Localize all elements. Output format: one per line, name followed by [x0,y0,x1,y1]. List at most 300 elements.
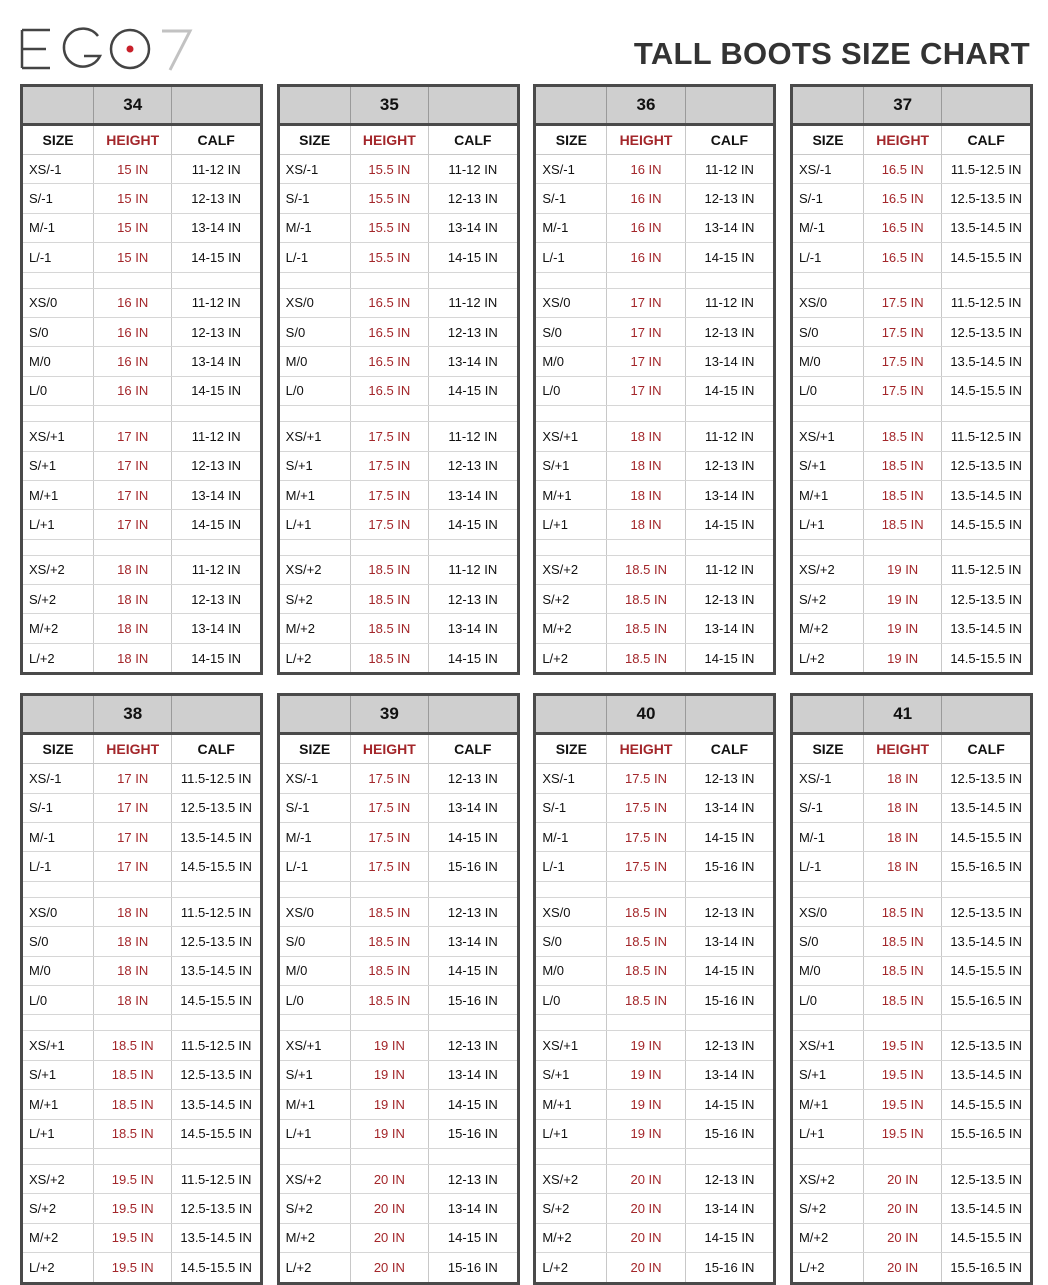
size-cell: XS/+1 [793,422,864,450]
table-row [536,556,773,585]
panel-shoe-size: 36 [607,87,685,123]
height-cell: 18.5 IN [607,556,685,584]
calf-cell: 12-13 IN [191,458,242,474]
column-headers [280,126,517,155]
calf-cell: 13-14 IN [704,621,755,637]
height-cell: 17 IN [94,852,172,880]
height-cell: 20 IN [864,1224,942,1252]
calf-cell: 11-12 IN [448,428,498,444]
height-cell: 18.5 IN [351,957,429,985]
table-row [23,986,260,1015]
size-cell: S/+2 [280,1194,351,1222]
size-cell: S/-1 [23,794,94,822]
calf-cell: 15-16 IN [447,1259,498,1275]
panel-row [20,693,1033,1284]
size-group [793,1031,1030,1149]
calf-cell: 11-12 IN [448,562,498,578]
size-group [23,556,260,673]
size-cell: XS/0 [280,289,351,317]
size-cell: M/0 [793,347,864,375]
size-cell: S/+2 [23,585,94,613]
height-cell: 19 IN [351,1061,429,1089]
panel-header [23,696,260,735]
size-cell: S/+1 [793,1061,864,1089]
calf-cell: 12.5-13.5 IN [950,904,1022,920]
size-group [793,898,1030,1016]
table-row [280,1224,517,1253]
table-row [536,1090,773,1119]
table-row [536,214,773,243]
calf-cell: 14.5-15.5 IN [950,829,1022,845]
table-row [280,1090,517,1119]
table-row [280,585,517,614]
calf-cell: 11-12 IN [191,295,241,311]
size-cell: XS/+2 [280,1165,351,1193]
height-cell: 17 IN [94,422,172,450]
table-row [536,1165,773,1194]
table-row [23,794,260,823]
height-cell: 20 IN [351,1224,429,1252]
height-cell: 18.5 IN [607,585,685,613]
calf-cell: 14.5-15.5 IN [950,383,1022,399]
size-cell: L/+1 [280,1120,351,1148]
size-cell: M/-1 [793,823,864,851]
calf-cell: 13.5-14.5 IN [950,220,1022,236]
height-cell: 16.5 IN [351,347,429,375]
panel-header-blank [23,696,94,732]
size-cell: L/0 [536,986,607,1014]
table-row [793,155,1030,184]
height-cell: 19 IN [607,1031,685,1059]
calf-cell: 13.5-14.5 IN [950,1067,1022,1083]
size-cell: M/+2 [23,614,94,642]
height-cell: 18.5 IN [607,986,685,1014]
table-row [536,1031,773,1060]
size-cell: S/+1 [536,1061,607,1089]
calf-cell: 13-14 IN [191,621,242,637]
size-cell: L/0 [280,986,351,1014]
calf-cell: 12.5-13.5 IN [950,1038,1022,1054]
table-row [280,1061,517,1090]
height-cell: 17.5 IN [607,794,685,822]
calf-cell: 13-14 IN [704,1067,755,1083]
height-cell: 17.5 IN [351,852,429,880]
size-cell: M/-1 [536,823,607,851]
height-cell: 18.5 IN [351,614,429,642]
panel-header-blank [942,87,1030,123]
size-group [280,1031,517,1149]
height-cell: 19.5 IN [94,1253,172,1281]
table-row [23,377,260,406]
calf-cell: 12-13 IN [447,591,498,607]
table-row [23,764,260,793]
calf-cell: 15-16 IN [704,859,755,875]
calf-cell: 13.5-14.5 IN [950,354,1022,370]
size-cell: M/0 [23,347,94,375]
size-group [536,289,773,407]
table-row [793,1194,1030,1223]
table-row [23,852,260,881]
size-group [793,289,1030,407]
height-cell: 18 IN [94,644,172,672]
table-row [536,1061,773,1090]
col-header-calf: CALF [454,132,492,148]
table-row [536,794,773,823]
size-cell: L/-1 [23,852,94,880]
table-row [23,585,260,614]
calf-cell: 15-16 IN [704,992,755,1008]
col-header-size: SIZE [280,126,351,154]
col-header-height: HEIGHT [94,735,172,763]
size-cell: XS/+1 [793,1031,864,1059]
panel-header-blank [942,696,1030,732]
group-separator [280,1015,517,1031]
table-row [536,823,773,852]
calf-cell: 13-14 IN [447,487,498,503]
calf-cell: 11.5-12.5 IN [180,770,252,786]
height-cell: 17 IN [94,764,172,792]
height-cell: 17.5 IN [351,764,429,792]
size-cell: M/0 [23,957,94,985]
height-cell: 18.5 IN [351,644,429,672]
calf-cell: 14-15 IN [447,1230,498,1246]
size-cell: XS/+2 [793,1165,864,1193]
calf-cell: 11-12 IN [191,562,241,578]
calf-cell: 13.5-14.5 IN [950,621,1022,637]
calf-cell: 11.5-12.5 IN [180,1038,252,1054]
size-group [536,764,773,882]
col-header-size: SIZE [23,126,94,154]
height-cell: 19 IN [351,1120,429,1148]
calf-cell: 11.5-12.5 IN [950,161,1022,177]
size-cell: L/-1 [536,852,607,880]
table-row [793,644,1030,672]
size-cell: S/0 [793,318,864,346]
size-cell: M/0 [280,957,351,985]
col-header-calf: CALF [710,132,749,148]
calf-cell: 12.5-13.5 IN [950,1171,1022,1187]
group-separator [280,540,517,556]
height-cell: 18 IN [864,794,942,822]
height-cell: 17.5 IN [351,422,429,450]
height-cell: 16 IN [94,289,172,317]
panel-header [536,87,773,126]
size-cell: XS/0 [536,289,607,317]
height-cell: 18 IN [607,422,685,450]
height-cell: 18.5 IN [864,452,942,480]
table-row [23,214,260,243]
height-cell: 18 IN [94,614,172,642]
size-cell: M/+1 [23,481,94,509]
size-cell: XS/+1 [280,422,351,450]
group-separator [536,540,773,556]
size-cell: L/+1 [23,510,94,538]
size-cell: M/+2 [280,1224,351,1252]
table-row [793,1090,1030,1119]
size-cell: M/0 [793,957,864,985]
table-row [793,1031,1030,1060]
size-cell: XS/0 [793,898,864,926]
height-cell: 18.5 IN [607,898,685,926]
table-row [280,155,517,184]
table-row [793,289,1030,318]
calf-cell: 13-14 IN [191,487,242,503]
height-cell: 19 IN [607,1090,685,1118]
height-cell: 15.5 IN [351,214,429,242]
calf-cell: 13.5-14.5 IN [180,1096,252,1112]
height-cell: 17.5 IN [351,510,429,538]
calf-cell: 14-15 IN [704,1096,755,1112]
table-row [280,927,517,956]
table-row [280,794,517,823]
height-cell: 18.5 IN [94,1120,172,1148]
table-row [23,927,260,956]
height-cell: 15 IN [94,243,172,271]
table-row [23,184,260,213]
calf-cell: 12-13 IN [447,1171,498,1187]
calf-cell: 13-14 IN [191,354,242,370]
table-row [280,184,517,213]
size-cell: XS/-1 [793,764,864,792]
col-header-calf: CALF [454,741,492,758]
table-row [536,898,773,927]
group-separator [23,406,260,422]
calf-cell: 13-14 IN [447,800,498,816]
brand-logo [20,26,195,72]
table-row [536,1253,773,1281]
panel-header-blank [280,87,351,123]
size-cell: M/+1 [280,481,351,509]
size-cell: L/+2 [280,644,351,672]
height-cell: 18.5 IN [351,927,429,955]
size-cell: L/-1 [536,243,607,271]
table-row [23,155,260,184]
size-cell: L/+1 [793,510,864,538]
col-header-size: SIZE [793,126,864,154]
panel-header [793,696,1030,735]
panel-shoe-size: 37 [864,87,942,123]
height-cell: 20 IN [351,1194,429,1222]
column-headers [793,735,1030,764]
table-row [793,1165,1030,1194]
height-cell: 18.5 IN [607,927,685,955]
height-cell: 16.5 IN [864,155,942,183]
calf-cell: 12-13 IN [191,191,242,207]
size-cell: XS/+1 [23,1031,94,1059]
size-cell: L/-1 [793,243,864,271]
group-separator [793,540,1030,556]
calf-cell: 11-12 IN [705,562,754,578]
table-row [793,957,1030,986]
calf-cell: 14-15 IN [447,650,498,666]
height-cell: 19.5 IN [94,1224,172,1252]
size-panel-41 [790,693,1033,1284]
col-header-size: SIZE [536,126,607,154]
size-cell: S/0 [536,927,607,955]
size-cell: M/+1 [23,1090,94,1118]
calf-cell: 14-15 IN [704,650,755,666]
size-cell: S/+1 [793,452,864,480]
size-cell: L/+2 [280,1253,351,1281]
table-row [536,243,773,272]
calf-cell: 12-13 IN [704,324,755,340]
col-header-calf: CALF [197,132,235,148]
calf-cell: 15-16 IN [447,1126,498,1142]
calf-cell: 14-15 IN [191,249,242,265]
size-cell: M/0 [536,957,607,985]
panel-header-blank [172,87,260,123]
calf-cell: 15-16 IN [704,1259,755,1275]
table-row [23,644,260,672]
size-cell: L/+1 [23,1120,94,1148]
height-cell: 18 IN [94,898,172,926]
size-cell: L/-1 [280,243,351,271]
size-cell: M/+1 [536,1090,607,1118]
table-row [793,764,1030,793]
height-cell: 18.5 IN [607,614,685,642]
table-row [536,585,773,614]
height-cell: 18.5 IN [351,986,429,1014]
size-group [23,898,260,1016]
calf-cell: 12-13 IN [704,591,755,607]
size-cell: XS/-1 [280,155,351,183]
group-separator [280,882,517,898]
size-cell: XS/+2 [536,556,607,584]
size-cell: L/0 [793,986,864,1014]
calf-cell: 12-13 IN [447,324,498,340]
height-cell: 17.5 IN [351,481,429,509]
size-cell: L/+1 [280,510,351,538]
table-row [793,927,1030,956]
size-cell: S/+2 [536,585,607,613]
table-row [23,1253,260,1281]
calf-cell: 13-14 IN [447,933,498,949]
size-group [793,556,1030,673]
height-cell: 17.5 IN [864,377,942,405]
size-cell: XS/+2 [793,556,864,584]
calf-cell: 13.5-14.5 IN [950,933,1022,949]
height-cell: 18.5 IN [864,898,942,926]
calf-cell: 14.5-15.5 IN [950,1230,1022,1246]
table-row [536,764,773,793]
size-group [280,422,517,540]
size-cell: L/-1 [23,243,94,271]
size-cell: XS/+2 [23,556,94,584]
panel-shoe-size: 38 [94,696,172,732]
table-row [536,1194,773,1223]
table-row [23,510,260,539]
table-row [793,243,1030,272]
col-header-calf: CALF [967,132,1005,148]
calf-cell: 13-14 IN [704,354,755,370]
table-row [536,481,773,510]
size-group [23,1165,260,1282]
calf-cell: 12.5-13.5 IN [180,800,252,816]
height-cell: 16 IN [94,318,172,346]
size-group [23,155,260,273]
table-row [280,1253,517,1281]
size-group [23,422,260,540]
panel-header [536,696,773,735]
size-cell: M/+2 [280,614,351,642]
table-row [280,243,517,272]
calf-cell: 11.5-12.5 IN [950,562,1022,578]
table-row [793,1253,1030,1281]
height-cell: 17 IN [94,510,172,538]
calf-cell: 11.5-12.5 IN [180,1171,252,1187]
size-cell: L/+2 [23,1253,94,1281]
height-cell: 18.5 IN [864,957,942,985]
col-header-height: HEIGHT [94,126,172,154]
calf-cell: 14.5-15.5 IN [950,650,1022,666]
size-cell: S/-1 [793,184,864,212]
size-cell: XS/+2 [23,1165,94,1193]
size-cell: L/+2 [23,644,94,672]
table-row [280,1120,517,1149]
height-cell: 19.5 IN [94,1165,172,1193]
calf-cell: 14-15 IN [191,516,242,532]
group-separator [793,273,1030,289]
table-row [536,957,773,986]
table-row [280,510,517,539]
height-cell: 20 IN [864,1253,942,1281]
calf-cell: 14-15 IN [447,249,498,265]
calf-cell: 14.5-15.5 IN [950,516,1022,532]
table-row [793,452,1030,481]
calf-cell: 12-13 IN [704,770,755,786]
table-row [280,452,517,481]
panel-row [20,84,1033,675]
height-cell: 16 IN [94,377,172,405]
panel-header-blank [793,87,864,123]
size-cell: M/-1 [23,214,94,242]
size-cell: S/+1 [23,452,94,480]
column-headers [793,126,1030,155]
table-row [23,1165,260,1194]
height-cell: 19.5 IN [864,1031,942,1059]
size-group [793,1165,1030,1282]
height-cell: 17.5 IN [351,823,429,851]
calf-cell: 13.5-14.5 IN [180,1230,252,1246]
height-cell: 19.5 IN [864,1120,942,1148]
calf-cell: 14.5-15.5 IN [950,963,1022,979]
height-cell: 18 IN [864,823,942,851]
size-panel-40 [533,693,776,1284]
height-cell: 18.5 IN [864,510,942,538]
calf-cell: 11-12 IN [705,161,754,177]
group-separator [536,882,773,898]
size-cell: M/-1 [280,823,351,851]
size-cell: M/+1 [536,481,607,509]
table-row [280,898,517,927]
size-cell: S/+1 [280,1061,351,1089]
group-separator [536,406,773,422]
table-row [793,1061,1030,1090]
size-cell: S/-1 [536,184,607,212]
size-cell: L/+2 [793,644,864,672]
height-cell: 15 IN [94,184,172,212]
size-group [23,289,260,407]
size-group [536,155,773,273]
group-separator [23,882,260,898]
size-cell: S/0 [23,927,94,955]
table-row [280,1031,517,1060]
calf-cell: 11-12 IN [448,295,498,311]
height-cell: 17 IN [94,452,172,480]
group-separator [23,1149,260,1165]
height-cell: 18 IN [607,481,685,509]
col-header-height: HEIGHT [607,126,685,154]
